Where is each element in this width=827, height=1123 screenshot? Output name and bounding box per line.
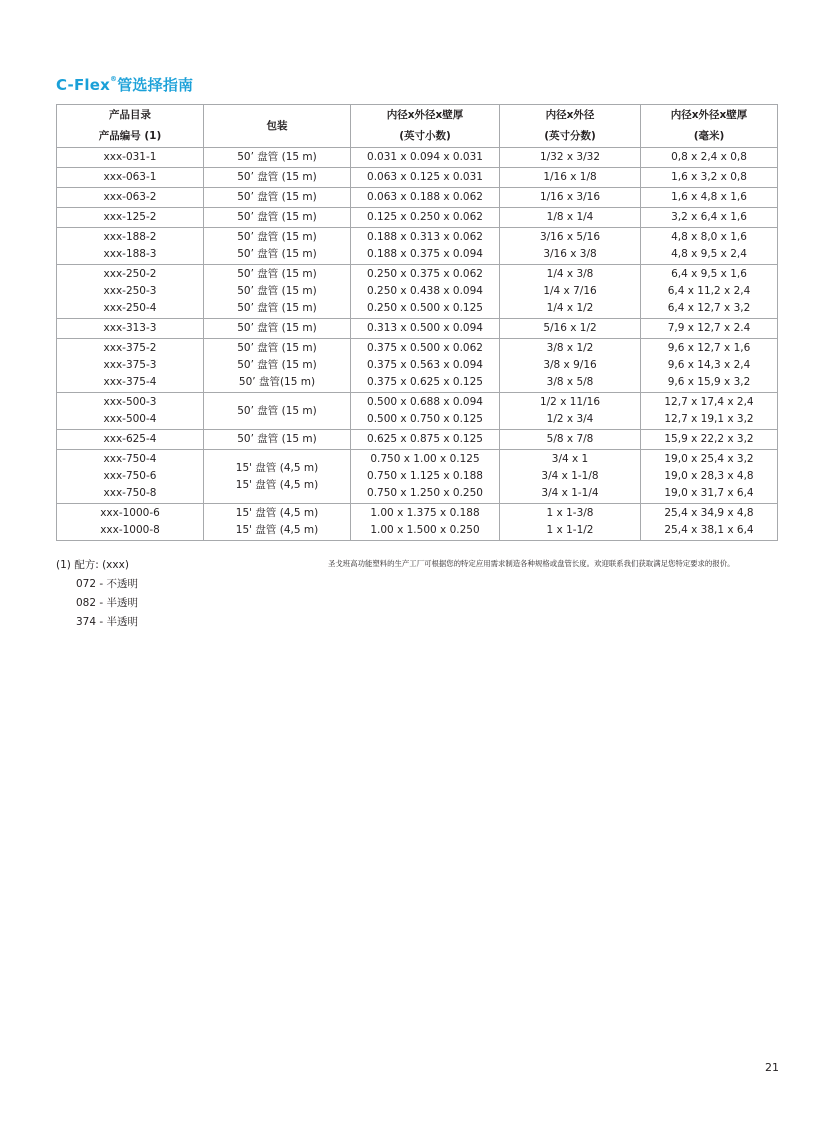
cell-line: 15' 盘管 (4,5 m) xyxy=(235,524,319,536)
footnote-option: 374 - 半透明 xyxy=(76,616,139,628)
table-row xyxy=(57,188,778,208)
cell-line: 50’ 盘管 (15 m) xyxy=(237,404,317,417)
column-header-line: (英寸小数) xyxy=(399,130,451,142)
column-header xyxy=(204,105,351,148)
catalog-number-cell xyxy=(57,450,204,504)
cell-line: 6,4 x 11,2 x 2,4 xyxy=(667,285,751,297)
cell-line: 1/2 x 11/16 xyxy=(539,396,601,408)
packaging-cell xyxy=(204,228,351,265)
size-mm-cell xyxy=(641,228,778,265)
cell-line: 1/16 x 1/8 xyxy=(543,171,597,183)
cell-line: 5/8 x 7/8 xyxy=(546,433,594,445)
size-inch-fraction-cell xyxy=(500,450,641,504)
footnote-option: 082 - 半透明 xyxy=(76,597,139,609)
cell-line: 50’ 盘管 (15 m) xyxy=(237,171,317,183)
column-header-line: (毫米) xyxy=(693,130,725,142)
catalog-number-cell xyxy=(57,504,204,541)
cell-line: xxx-500-4 xyxy=(103,413,157,425)
size-inch-decimal-cell xyxy=(351,430,500,450)
cell-line: 50’ 盘管 (15 m) xyxy=(237,248,317,260)
cell-line: xxx-1000-8 xyxy=(100,524,160,536)
formulation-footnote xyxy=(56,556,138,632)
title-text: 管选择指南 xyxy=(117,76,194,94)
column-header-line: 产品目录 xyxy=(109,109,151,121)
footnote-option: 072 - 不透明 xyxy=(76,578,139,590)
cell-line: xxx-188-3 xyxy=(103,248,157,260)
size-mm-cell xyxy=(641,265,778,319)
catalog-number-cell xyxy=(57,148,204,168)
cell-line: 0.625 x 0.875 x 0.125 xyxy=(367,433,483,445)
cell-line: 50’ 盘管 (15 m) xyxy=(237,151,317,163)
cell-line: xxx-750-8 xyxy=(103,487,157,499)
selection-guide-table xyxy=(56,104,778,541)
size-inch-fraction-cell xyxy=(500,265,641,319)
size-mm-cell xyxy=(641,188,778,208)
size-mm-cell xyxy=(641,393,778,430)
size-inch-fraction-cell xyxy=(500,430,641,450)
cell-line: xxx-500-3 xyxy=(103,396,157,408)
cell-line: 1/32 x 3/32 xyxy=(539,151,601,163)
cell-line: 0.375 x 0.500 x 0.062 xyxy=(367,342,483,354)
cell-line: 4,8 x 8,0 x 1,6 xyxy=(671,231,747,243)
size-inch-decimal-cell xyxy=(351,168,500,188)
catalog-number-cell xyxy=(57,168,204,188)
catalog-number-cell xyxy=(57,393,204,430)
column-header xyxy=(500,105,641,148)
cell-line: 50’ 盘管 (15 m) xyxy=(237,268,317,280)
cell-line: 1 x 1-1/2 xyxy=(546,524,594,536)
cell-line: 0.250 x 0.500 x 0.125 xyxy=(367,302,483,314)
cell-line: 50’ 盘管 (15 m) xyxy=(237,231,317,243)
page-number: 21 xyxy=(765,1061,779,1074)
size-mm-cell xyxy=(641,450,778,504)
table-row xyxy=(57,339,778,393)
table-row xyxy=(57,168,778,188)
cell-line: 9,6 x 15,9 x 3,2 xyxy=(667,376,751,388)
cell-line: 4,8 x 9,5 x 2,4 xyxy=(671,248,747,260)
table-header-row xyxy=(57,105,778,148)
cell-line: xxx-750-6 xyxy=(103,470,157,482)
packaging-cell xyxy=(204,430,351,450)
cell-line: 3/8 x 9/16 xyxy=(543,359,597,371)
cell-line: xxx-031-1 xyxy=(103,151,157,163)
column-header-line: 包装 xyxy=(266,119,288,132)
size-inch-decimal-cell xyxy=(351,319,500,339)
size-mm-cell xyxy=(641,208,778,228)
column-header-line: (英寸分数) xyxy=(544,130,596,142)
cell-line: 3/16 x 5/16 xyxy=(539,231,601,243)
cell-line: 15' 盘管 (4,5 m) xyxy=(235,461,319,474)
cell-line: 1/4 x 7/16 xyxy=(543,285,597,297)
cell-line: 0.125 x 0.250 x 0.062 xyxy=(367,211,483,223)
size-mm-cell xyxy=(641,319,778,339)
cell-line: 19,0 x 28,3 x 4,8 xyxy=(664,470,754,482)
size-inch-decimal-cell xyxy=(351,339,500,393)
size-inch-fraction-cell xyxy=(500,504,641,541)
cell-line: 0.063 x 0.125 x 0.031 xyxy=(367,171,483,183)
cell-line: 0,8 x 2,4 x 0,8 xyxy=(671,151,747,163)
cell-line: 19,0 x 31,7 x 6,4 xyxy=(664,487,754,499)
table-row xyxy=(57,393,778,430)
cell-line: xxx-1000-6 xyxy=(100,507,160,519)
table-row xyxy=(57,208,778,228)
packaging-cell xyxy=(204,393,351,430)
cell-line: 1.00 x 1.500 x 0.250 xyxy=(370,524,480,536)
cell-line: 15,9 x 22,2 x 3,2 xyxy=(664,433,754,445)
size-inch-decimal-cell xyxy=(351,450,500,504)
catalog-number-cell xyxy=(57,339,204,393)
cell-line: xxx-250-4 xyxy=(103,302,157,314)
size-mm-cell xyxy=(641,148,778,168)
size-mm-cell xyxy=(641,430,778,450)
cell-line: 9,6 x 14,3 x 2,4 xyxy=(667,359,751,371)
cell-line: 12,7 x 19,1 x 3,2 xyxy=(664,413,754,425)
catalog-number-cell xyxy=(57,188,204,208)
cell-line: 0.313 x 0.500 x 0.094 xyxy=(367,322,483,334)
table-row xyxy=(57,228,778,265)
size-inch-decimal-cell xyxy=(351,265,500,319)
catalog-number-cell xyxy=(57,319,204,339)
cell-line: xxx-250-2 xyxy=(103,268,157,280)
cell-line: 0.250 x 0.375 x 0.062 xyxy=(367,268,483,280)
size-inch-fraction-cell xyxy=(500,188,641,208)
size-inch-fraction-cell xyxy=(500,148,641,168)
size-inch-fraction-cell xyxy=(500,168,641,188)
packaging-cell xyxy=(204,188,351,208)
column-header-line: 内径x外径 xyxy=(545,109,595,121)
cell-line: 6,4 x 12,7 x 3,2 xyxy=(667,302,751,314)
cell-line: xxx-063-1 xyxy=(103,171,157,183)
cell-line: 12,7 x 17,4 x 2,4 xyxy=(664,396,754,408)
column-header xyxy=(351,105,500,148)
catalog-number-cell xyxy=(57,208,204,228)
cell-line: xxx-313-3 xyxy=(103,322,157,334)
cell-line: 0.750 x 1.125 x 0.188 xyxy=(367,470,483,482)
packaging-cell xyxy=(204,265,351,319)
cell-line: 0.750 x 1.00 x 0.125 xyxy=(370,453,480,465)
column-header-line: 内径x外径x壁厚 xyxy=(670,109,748,121)
size-inch-fraction-cell xyxy=(500,208,641,228)
footnote-label: (1) 配方: (xxx) xyxy=(56,559,129,571)
cell-line: 1,6 x 4,8 x 1,6 xyxy=(671,191,747,203)
table-row xyxy=(57,319,778,339)
cell-line: 0.188 x 0.375 x 0.094 xyxy=(367,248,483,260)
cell-line: 0.500 x 0.750 x 0.125 xyxy=(367,413,483,425)
cell-line: 50’ 盘管 (15 m) xyxy=(237,285,317,297)
column-header-line: 内径x外径x壁厚 xyxy=(386,109,464,121)
table-row xyxy=(57,265,778,319)
size-inch-fraction-cell xyxy=(500,319,641,339)
table-row xyxy=(57,430,778,450)
cell-line: xxx-125-2 xyxy=(103,211,157,223)
cell-line: 0.500 x 0.688 x 0.094 xyxy=(367,396,483,408)
title-brand: C-Flex xyxy=(56,76,111,94)
cell-line: 1,6 x 3,2 x 0,8 xyxy=(671,171,747,183)
packaging-cell xyxy=(204,504,351,541)
cell-line: xxx-750-4 xyxy=(103,453,157,465)
size-inch-fraction-cell xyxy=(500,228,641,265)
cell-line: 3/8 x 1/2 xyxy=(546,342,594,354)
cell-line: 7,9 x 12,7 x 2.4 xyxy=(667,322,751,334)
cell-line: 3/8 x 5/8 xyxy=(546,376,594,388)
cell-line: 3,2 x 6,4 x 1,6 xyxy=(671,211,747,223)
cell-line: 1 x 1-3/8 xyxy=(546,507,594,519)
cell-line: 50’ 盘管 (15 m) xyxy=(237,211,317,223)
cell-line: 15' 盘管 (4,5 m) xyxy=(235,478,319,491)
cell-line: xxx-625-4 xyxy=(103,433,157,445)
column-header xyxy=(57,105,204,148)
cell-line: 50’ 盘管 (15 m) xyxy=(237,191,317,203)
column-header xyxy=(641,105,778,148)
cell-line: xxx-375-2 xyxy=(103,342,157,354)
cell-line: 50’ 盘管 (15 m) xyxy=(237,433,317,445)
cell-line: 50’ 盘管 (15 m) xyxy=(237,359,317,371)
size-inch-fraction-cell xyxy=(500,339,641,393)
cell-line: 50’ 盘管 (15 m) xyxy=(237,322,317,334)
cell-line: 0.750 x 1.250 x 0.250 xyxy=(367,487,483,499)
packaging-cell xyxy=(204,450,351,504)
cell-line: 0.188 x 0.313 x 0.062 xyxy=(367,231,483,243)
cell-line: 15' 盘管 (4,5 m) xyxy=(235,507,319,519)
catalog-number-cell xyxy=(57,228,204,265)
table-row xyxy=(57,504,778,541)
page-title xyxy=(56,74,193,95)
cell-line: 1/8 x 1/4 xyxy=(546,211,594,223)
size-inch-decimal-cell xyxy=(351,228,500,265)
cell-line: 50’ 盘管 (15 m) xyxy=(237,302,317,314)
cell-line: xxx-375-3 xyxy=(103,359,157,371)
cell-line: 25,4 x 34,9 x 4,8 xyxy=(664,507,754,519)
size-mm-cell xyxy=(641,339,778,393)
packaging-cell xyxy=(204,208,351,228)
cell-line: 3/16 x 3/8 xyxy=(543,248,597,260)
table-row xyxy=(57,450,778,504)
cell-line: 0.375 x 0.563 x 0.094 xyxy=(367,359,483,371)
cell-line: xxx-375-4 xyxy=(103,376,157,388)
cell-line: 1/4 x 1/2 xyxy=(546,302,594,314)
column-header-line: 产品编号 (1) xyxy=(98,130,162,142)
size-mm-cell xyxy=(641,504,778,541)
cell-line: 0.031 x 0.094 x 0.031 xyxy=(367,151,483,163)
cell-line: 19,0 x 25,4 x 3,2 xyxy=(664,453,754,465)
table-row xyxy=(57,148,778,168)
cell-line: 0.250 x 0.438 x 0.094 xyxy=(367,285,483,297)
cell-line: 1/16 x 3/16 xyxy=(539,191,601,203)
registered-mark: ® xyxy=(110,75,118,83)
packaging-cell xyxy=(204,339,351,393)
packaging-cell xyxy=(204,168,351,188)
size-inch-decimal-cell xyxy=(351,393,500,430)
cell-line: 0.063 x 0.188 x 0.062 xyxy=(367,191,483,203)
size-inch-decimal-cell xyxy=(351,148,500,168)
cell-line: xxx-250-3 xyxy=(103,285,157,297)
packaging-cell xyxy=(204,148,351,168)
size-inch-decimal-cell xyxy=(351,208,500,228)
cell-line: 1/4 x 3/8 xyxy=(546,268,594,280)
size-inch-decimal-cell xyxy=(351,504,500,541)
table-body xyxy=(57,148,778,541)
cell-line: 3/4 x 1 xyxy=(551,453,589,465)
size-inch-decimal-cell xyxy=(351,188,500,208)
cell-line: 9,6 x 12,7 x 1,6 xyxy=(667,342,751,354)
size-mm-cell xyxy=(641,168,778,188)
cell-line: 0.375 x 0.625 x 0.125 xyxy=(367,376,483,388)
custom-order-note: 圣戈班高功能塑料的生产工厂可根据您的特定应用需求制造各种规格或盘管长度。欢迎联系我们获取满足您特定要求的报价。 xyxy=(328,559,735,568)
cell-line: 5/16 x 1/2 xyxy=(543,322,597,334)
cell-line: 25,4 x 38,1 x 6,4 xyxy=(664,524,754,536)
cell-line: 3/4 x 1-1/4 xyxy=(541,487,599,499)
cell-line: 3/4 x 1-1/8 xyxy=(541,470,599,482)
cell-line: 1/2 x 3/4 xyxy=(546,413,594,425)
size-inch-fraction-cell xyxy=(500,393,641,430)
packaging-cell xyxy=(204,319,351,339)
cell-line: 6,4 x 9,5 x 1,6 xyxy=(671,268,747,280)
cell-line: xxx-188-2 xyxy=(103,231,157,243)
cell-line: xxx-063-2 xyxy=(103,191,157,203)
catalog-number-cell xyxy=(57,430,204,450)
catalog-number-cell xyxy=(57,265,204,319)
cell-line: 1.00 x 1.375 x 0.188 xyxy=(370,507,480,519)
cell-line: 50’ 盘管 (15 m) xyxy=(237,342,317,354)
cell-line: 50’ 盘管(15 m) xyxy=(238,376,316,388)
